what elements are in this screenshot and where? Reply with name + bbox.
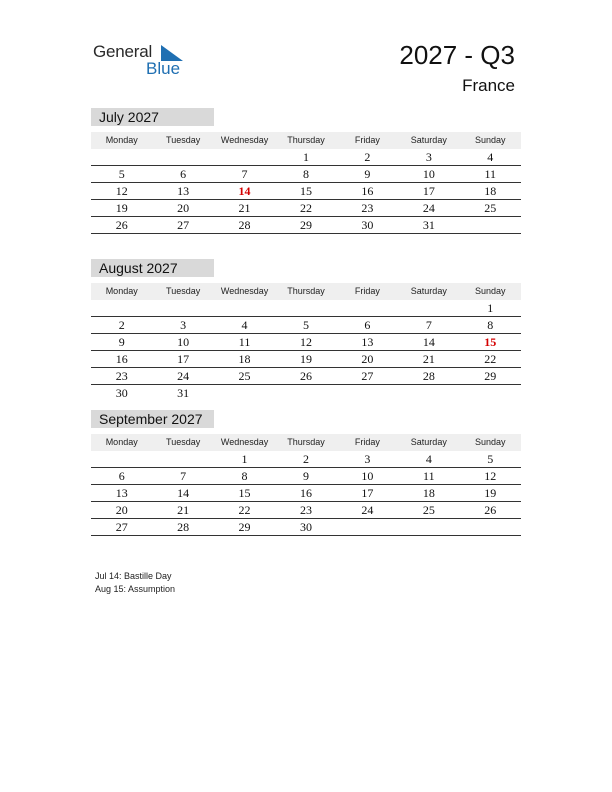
weekday-label: Thursday: [287, 135, 325, 145]
day-cell: 16: [115, 352, 128, 366]
day-cell: 8: [241, 469, 248, 483]
day-cell: [152, 300, 213, 316]
day-cell: 18: [422, 486, 435, 500]
day-cell: 27: [115, 520, 128, 534]
day-cell: [460, 519, 521, 535]
day-cell: 8: [302, 167, 309, 181]
day-cell: 9: [118, 335, 125, 349]
day-cell: [275, 300, 336, 316]
day-cell: 11: [423, 469, 435, 483]
day-cell: 22: [299, 201, 312, 215]
weekday-label: Friday: [354, 286, 380, 296]
day-cell: 12: [115, 184, 128, 198]
day-cell: 23: [361, 201, 374, 215]
day-cell: 20: [115, 503, 128, 517]
day-cell: [214, 149, 275, 165]
day-cell: 25: [484, 201, 497, 215]
weekday-label: Sunday: [474, 135, 506, 145]
day-cell: 10: [422, 167, 435, 181]
logo-blue-text: Blue: [146, 59, 181, 78]
day-cell: [214, 300, 275, 316]
day-cell: 25: [238, 369, 251, 383]
day-cell: 30: [115, 386, 128, 400]
day-cell: 13: [177, 184, 190, 198]
weekday-label: Sunday: [474, 286, 506, 296]
page-title: 2027 - Q3: [399, 40, 515, 70]
day-cell: 30: [361, 218, 374, 232]
day-cell: 20: [361, 352, 374, 366]
week-row: [91, 149, 521, 166]
day-cell: [152, 451, 213, 467]
day-cell: [214, 385, 275, 402]
day-cell: 26: [484, 503, 497, 517]
week-row: [91, 468, 521, 485]
day-cell: 9: [302, 469, 309, 483]
weekday-label: Monday: [105, 437, 138, 447]
weekday-label: Wednesday: [220, 286, 269, 296]
day-cell: 21: [422, 352, 435, 366]
day-cell: 11: [484, 167, 497, 181]
day-cell: 14: [177, 486, 190, 500]
day-cell: 29: [299, 218, 312, 232]
week-row: [91, 385, 521, 402]
day-cell: [460, 217, 521, 233]
day-cell: 17: [422, 184, 435, 198]
week-row: [91, 451, 521, 468]
week-row: [91, 200, 521, 217]
day-cell: 19: [115, 201, 128, 215]
day-cell: 6: [118, 469, 125, 483]
weekday-label: Wednesday: [220, 135, 269, 145]
weekday-label: Thursday: [287, 286, 325, 296]
day-cell: 26: [299, 369, 312, 383]
day-cell: 17: [177, 352, 190, 366]
weekday-header-row: [91, 434, 521, 451]
day-cell: 9: [364, 167, 371, 181]
day-cell: 24: [361, 503, 374, 517]
country-label: France: [462, 76, 515, 95]
week-row: [91, 317, 521, 334]
week-row: [91, 334, 521, 351]
day-cell: 13: [115, 486, 128, 500]
weekday-header-row: [91, 283, 521, 300]
weekday-header-row: [91, 132, 521, 149]
day-cell: 25: [422, 503, 435, 517]
day-cell: 21: [177, 503, 190, 517]
day-cell: 28: [422, 369, 435, 383]
day-cell: 28: [177, 520, 190, 534]
day-cell: 17: [361, 486, 374, 500]
day-cell: [460, 385, 521, 402]
weekday-label: Saturday: [410, 135, 447, 145]
weekday-label: Friday: [354, 135, 380, 145]
day-cell: 3: [364, 452, 371, 466]
day-cell: 5: [487, 452, 494, 466]
day-cell: [337, 300, 398, 316]
day-cell: [152, 149, 213, 165]
week-row: [91, 502, 521, 519]
day-cell: 4: [241, 318, 248, 332]
day-cell: 16: [361, 184, 374, 198]
day-cell: 12: [299, 335, 312, 349]
day-cell: 22: [238, 503, 251, 517]
day-cell: 7: [241, 167, 248, 181]
month-calendar-september: [91, 410, 521, 536]
day-cell: 2: [364, 150, 371, 164]
weekday-label: Friday: [354, 437, 380, 447]
day-cell: 23: [115, 369, 128, 383]
logo-general-text: General: [93, 42, 153, 61]
day-cell: 18: [238, 352, 251, 366]
holiday-day-cell: 15: [484, 335, 497, 349]
month-title: July 2027: [91, 108, 214, 126]
day-cell: 1: [241, 452, 248, 466]
day-cell: 4: [425, 452, 432, 466]
day-cell: [91, 451, 152, 467]
day-cell: 19: [299, 352, 312, 366]
day-cell: 21: [238, 201, 251, 215]
weekday-label: Tuesday: [166, 135, 201, 145]
day-cell: 1: [487, 301, 494, 315]
day-cell: 30: [299, 520, 312, 534]
day-cell: 22: [484, 352, 497, 366]
day-cell: 31: [177, 386, 190, 400]
weekday-label: Thursday: [287, 437, 325, 447]
day-cell: 5: [118, 167, 125, 181]
day-cell: 8: [487, 318, 494, 332]
day-cell: [91, 300, 152, 316]
day-cell: 31: [422, 218, 435, 232]
day-cell: 27: [177, 218, 190, 232]
day-cell: 6: [364, 318, 371, 332]
holiday-note: Aug 15: Assumption: [95, 584, 176, 594]
day-cell: 5: [302, 318, 309, 332]
day-cell: 29: [484, 369, 497, 383]
day-cell: [337, 519, 398, 535]
day-cell: 6: [180, 167, 187, 181]
day-cell: [398, 385, 459, 402]
day-cell: 4: [487, 150, 494, 164]
weekday-label: Wednesday: [220, 437, 269, 447]
day-cell: 3: [425, 150, 432, 164]
day-cell: 3: [180, 318, 187, 332]
day-cell: [275, 385, 336, 402]
holiday-note: Jul 14: Bastille Day: [95, 571, 172, 581]
logo: [93, 42, 193, 78]
weekday-label: Tuesday: [166, 437, 201, 447]
day-cell: 18: [484, 184, 497, 198]
day-cell: 28: [238, 218, 251, 232]
weekday-label: Sunday: [474, 437, 506, 447]
month-calendar-august: [91, 259, 521, 402]
day-cell: 15: [299, 184, 312, 198]
day-cell: 7: [425, 318, 432, 332]
day-cell: 11: [238, 335, 251, 349]
holiday-day-cell: 14: [238, 184, 251, 198]
month-calendar-july: [91, 108, 521, 234]
day-cell: 24: [422, 201, 435, 215]
day-cell: [398, 519, 459, 535]
day-cell: 26: [115, 218, 128, 232]
week-row: [91, 166, 521, 183]
month-title: August 2027: [91, 259, 214, 277]
week-row: [91, 368, 521, 385]
day-cell: 29: [238, 520, 251, 534]
day-cell: 16: [299, 486, 312, 500]
day-cell: 2: [302, 452, 309, 466]
week-row: [91, 519, 521, 536]
weekday-label: Monday: [105, 135, 138, 145]
weekday-label: Tuesday: [166, 286, 201, 296]
week-row: [91, 300, 521, 317]
week-row: [91, 351, 521, 368]
day-cell: [91, 149, 152, 165]
day-cell: 2: [118, 318, 125, 332]
weekday-label: Saturday: [410, 437, 447, 447]
day-cell: 14: [422, 335, 435, 349]
day-cell: 23: [299, 503, 312, 517]
day-cell: 13: [361, 335, 374, 349]
day-cell: [337, 385, 398, 402]
week-row: [91, 217, 521, 234]
weekday-label: Saturday: [410, 286, 447, 296]
day-cell: 15: [238, 486, 251, 500]
week-row: [91, 183, 521, 200]
weekday-label: Monday: [105, 286, 138, 296]
day-cell: 12: [484, 469, 497, 483]
day-cell: 24: [177, 369, 190, 383]
day-cell: 20: [177, 201, 190, 215]
day-cell: 10: [177, 335, 190, 349]
holiday-notes: [95, 570, 175, 596]
day-cell: 19: [484, 486, 497, 500]
day-cell: [398, 300, 459, 316]
day-cell: 7: [180, 469, 187, 483]
day-cell: 1: [302, 150, 309, 164]
month-title: September 2027: [91, 410, 214, 428]
day-cell: 10: [361, 469, 374, 483]
week-row: [91, 485, 521, 502]
day-cell: 27: [361, 369, 374, 383]
